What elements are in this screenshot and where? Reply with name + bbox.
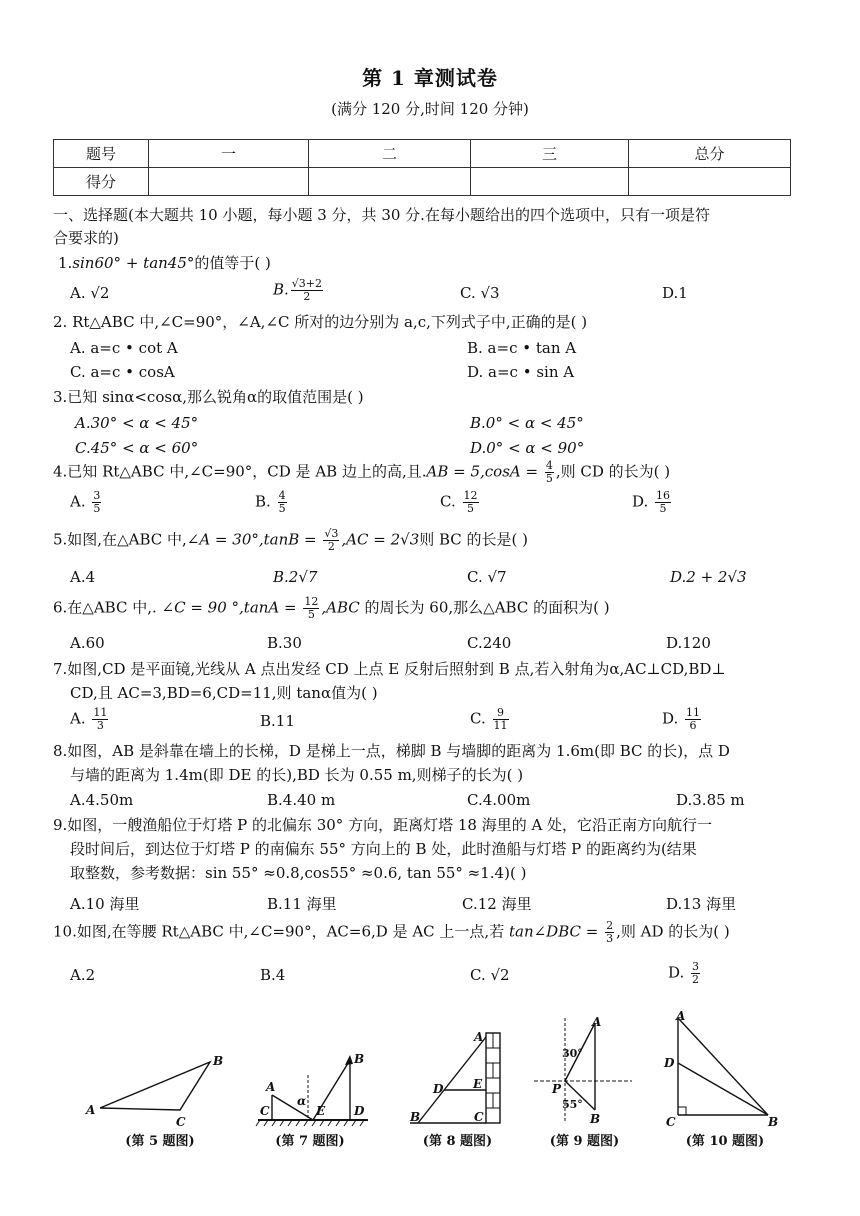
right-angle-mark <box>678 1107 686 1115</box>
q2-option-a: A. a=c • cot A <box>70 339 178 357</box>
q9-stem-line3: 取整数，参考数据：sin 55° ≈0.8,cos55° ≈0.6, tan 55° ≈1.4)( ) <box>70 864 527 882</box>
score-header-cell: 一 <box>149 140 309 168</box>
figure-label: C <box>176 1115 186 1129</box>
q9-option-d: D.13 海里 <box>666 895 737 913</box>
q8-option-d: D.3.85 m <box>676 791 745 809</box>
q5-stem-tail: 则 BC 的长是( ) <box>419 530 529 549</box>
fraction-denominator: 2 <box>327 540 335 553</box>
q2-stem: 2. Rt△ABC 中,∠C=90°，∠A,∠C 所对的边分别为 a,c,下列式子中,正确的是( ) <box>53 313 588 331</box>
q7-option-d <box>662 707 703 732</box>
figure-7-drawing <box>250 1025 370 1140</box>
q4-option-d <box>632 490 673 515</box>
fraction-numerator: 11 <box>93 706 108 719</box>
option-fraction <box>92 707 108 732</box>
q6-stem-tail: 的周长为 60,那么△ABC 的面积为( ) <box>359 598 610 617</box>
q8-option-c: C.4.00m <box>467 791 531 809</box>
figure-label: C <box>260 1104 270 1118</box>
figure-label: B <box>410 1110 421 1124</box>
q5-stem <box>53 528 528 553</box>
q7-option-c <box>470 707 511 732</box>
fraction-numerator: 12 <box>304 595 319 608</box>
figure-8-caption: (第 8 题图) <box>422 1134 493 1149</box>
figure-label: 30° <box>562 1047 583 1060</box>
figure-label: 55° <box>562 1098 583 1111</box>
q10-stem-pre: 10.如图,在等腰 Rt△ABC 中,∠C=90°，AC=6,D 是 AC 上一点,若 <box>53 922 509 941</box>
figure-label: α <box>297 1094 307 1108</box>
figure-label: B <box>354 1052 365 1066</box>
option-letter: C. <box>440 492 456 511</box>
fraction-numerator: 3 <box>93 489 101 502</box>
score-row-label: 得分 <box>54 168 149 196</box>
q6-expression-2: ,ABC <box>321 598 360 617</box>
option-fraction <box>691 961 700 986</box>
option-letter: D. <box>632 492 649 511</box>
figure-10 <box>660 1010 790 1160</box>
q10-option-b: B.4 <box>260 966 286 984</box>
figure-label: E <box>473 1077 483 1091</box>
figure-label: D <box>354 1104 365 1118</box>
q5-option-d: D.2 + 2√3 <box>670 568 747 586</box>
option-fraction <box>278 490 287 515</box>
q5-expression-2: ,AC = 2√3 <box>341 530 420 549</box>
score-header-cell: 二 <box>309 140 471 168</box>
figure-10-caption: (第 10 题图) <box>685 1134 765 1149</box>
option-letter: B. <box>255 492 271 511</box>
q1-stem <box>58 253 271 273</box>
q1-option-b <box>273 278 325 303</box>
q6-option-c: C.240 <box>467 634 512 652</box>
fraction-numerator: 16 <box>656 489 671 502</box>
q7-option-b: B.11 <box>260 712 295 730</box>
figure-label: A <box>474 1030 484 1044</box>
q6-expression-1: ∠C = 90 °,tanA = <box>161 598 302 617</box>
figure-5-caption: (第 5 题图) <box>125 1134 195 1149</box>
figure-label: A <box>86 1103 96 1117</box>
q4-fraction <box>545 460 554 485</box>
ray-ae <box>272 1095 313 1120</box>
q1-option-b-letter: B. <box>273 280 289 299</box>
figure-label: B <box>590 1112 601 1126</box>
score-cell <box>629 168 791 196</box>
option-letter: A. <box>70 709 86 728</box>
figure-label: C <box>474 1110 484 1124</box>
q6-option-a: A.60 <box>70 634 105 652</box>
section1-heading-line2: 合要求的) <box>53 229 119 247</box>
wall-bricks <box>486 1033 500 1108</box>
fraction-denominator: 3 <box>606 932 614 945</box>
segment-db <box>678 1063 768 1115</box>
figure-label: D <box>664 1056 675 1070</box>
fraction-denominator: 6 <box>689 719 697 732</box>
q6-stem-pre: 6.在△ABC 中,. <box>53 598 162 617</box>
score-cell <box>149 168 309 196</box>
figure-label: E <box>316 1104 326 1118</box>
q8-stem-line1: 8.如图，AB 是斜靠在墙上的长梯，D 是梯上一点，梯脚 B 与墙脚的距离为 1.6m(即 BC 的长)，点 D <box>53 742 730 760</box>
figure-7 <box>250 1025 370 1160</box>
q4-stem-pre: 4.已知 Rt△ABC 中,∠C=90°，CD 是 AB 边上的高,且. <box>53 462 427 481</box>
score-cell <box>309 168 471 196</box>
q10-option-c: C. √2 <box>470 966 510 984</box>
fraction-numerator: 2 <box>606 919 614 932</box>
q5-option-c: C. √7 <box>467 568 507 586</box>
q3-stem: 3.已知 sinα<cosα,那么锐角α的取值范围是( ) <box>53 388 364 406</box>
option-fraction <box>493 707 509 732</box>
score-header-cell: 题号 <box>54 140 149 168</box>
q10-stem <box>53 920 730 945</box>
figure-label: P <box>552 1082 562 1096</box>
q5-fraction <box>323 528 339 553</box>
figure-8 <box>400 1025 515 1160</box>
fraction-denominator: 2 <box>692 973 700 986</box>
q9-option-b: B.11 海里 <box>267 895 337 913</box>
q1-option-b-fraction <box>291 278 323 303</box>
fraction-denominator: 5 <box>93 502 101 515</box>
q9-stem-line1: 9.如图，一艘渔船位于灯塔 P 的北偏东 30° 方向，距离灯塔 18 海里的 A 处，它沿正南方向航行一 <box>53 816 713 834</box>
score-table-score-row <box>54 168 791 196</box>
figure-label: A <box>676 1010 686 1023</box>
q4-stem-tail: ,则 CD 的长为( ) <box>555 462 671 481</box>
figure-label: B <box>213 1054 224 1068</box>
figure-label: A <box>592 1015 602 1029</box>
fraction-numerator: 4 <box>278 489 286 502</box>
q6-option-b: B.30 <box>267 634 302 652</box>
option-letter: C. <box>470 709 486 728</box>
fraction-denominator: 5 <box>307 608 315 621</box>
score-header-cell: 总分 <box>629 140 791 168</box>
q4-option-b <box>255 490 289 515</box>
q4-expression: AB = 5,cosA = <box>426 462 543 481</box>
q10-expression: tan∠DBC = <box>508 922 604 941</box>
figure-9-caption: (第 9 题图) <box>549 1134 620 1149</box>
figure-9-drawing <box>532 1013 637 1130</box>
q4-option-c <box>440 490 481 515</box>
fraction-numerator: √3+2 <box>291 277 323 290</box>
figure-9 <box>532 1013 637 1160</box>
q7-option-a <box>70 707 110 732</box>
score-header-cell: 三 <box>471 140 629 168</box>
segment-ab <box>678 1018 768 1115</box>
q1-option-c: C. √3 <box>460 284 500 302</box>
q9-option-c: C.12 海里 <box>462 895 532 913</box>
fraction-numerator: √3 <box>324 527 339 540</box>
fraction-numerator: 12 <box>463 489 478 502</box>
q1-stem-tail: 的值等于( ) <box>194 254 271 272</box>
q2-option-c: C. a=c • cosA <box>70 363 175 381</box>
q8-option-b: B.4.40 m <box>267 791 336 809</box>
score-table <box>53 139 791 196</box>
arrow-head <box>345 1055 353 1065</box>
fraction-numerator: 3 <box>692 960 700 973</box>
section1-heading-line1: 一、选择题(本大题共 10 小题，每小题 3 分，共 30 分.在每小题给出的四个选项中，只有一项是符 <box>53 206 710 224</box>
figure-label: B <box>768 1115 779 1129</box>
q3-option-b: B.0° < α < 45° <box>470 414 584 432</box>
q8-stem-line2: 与墙的距离为 1.4m(即 DE 的长),BD 长为 0.55 m,则梯子的长为( ) <box>70 766 524 784</box>
page-title: 第 1 章测试卷 <box>362 66 498 90</box>
q9-option-a: A.10 海里 <box>70 895 140 913</box>
fraction-denominator: 2 <box>303 290 311 303</box>
fraction-denominator: 5 <box>278 502 286 515</box>
option-letter: D. <box>662 709 679 728</box>
q10-option-a: A.2 <box>70 966 96 984</box>
q10-fraction <box>605 920 614 945</box>
q10-stem-tail: ,则 AD 的长为( ) <box>616 922 730 941</box>
fraction-numerator: 9 <box>493 707 509 720</box>
q7-stem-line1: 7.如图,CD 是平面镜,光线从 A 点出发经 CD 上点 E 反射后照射到 B 点,若入射角为α,AC⊥CD,BD⊥ <box>53 660 726 678</box>
option-fraction <box>655 490 671 515</box>
figure-label: D <box>433 1082 444 1096</box>
option-fraction <box>463 490 479 515</box>
option-letter: D. <box>668 963 685 982</box>
q1-option-a: A. √2 <box>70 284 110 302</box>
figure-5 <box>80 1050 240 1160</box>
q4-option-a <box>70 490 103 515</box>
q5-expression-1: ∠A = 30°,tanB = <box>186 530 322 549</box>
q5-option-b: B.2√7 <box>273 568 318 586</box>
score-cell <box>471 168 629 196</box>
q9-stem-line2: 段时间后，到达位于灯塔 P 的南偏东 55° 方向上的 B 处，此时渔船与灯塔 P 的距离约为(结果 <box>70 840 697 858</box>
figure-8-drawing <box>400 1025 515 1130</box>
q2-option-d: D. a=c • sin A <box>467 363 575 381</box>
q3-option-d: D.0° < α < 90° <box>470 439 585 457</box>
q7-stem-line2: CD,且 AC=3,BD=6,CD=11,则 tanα值为( ) <box>70 684 378 702</box>
q6-stem <box>53 596 610 621</box>
q6-option-d: D.120 <box>666 634 711 652</box>
figure-label: A <box>266 1080 276 1094</box>
page-subtitle: (满分 120 分,时间 120 分钟) <box>331 100 529 118</box>
q10-option-d <box>668 961 702 986</box>
fraction-denominator: 5 <box>467 502 474 515</box>
triangle-abc <box>100 1062 210 1110</box>
fraction-numerator: 11 <box>686 706 701 719</box>
score-table-header-row <box>54 140 791 168</box>
q5-option-a: A.4 <box>70 568 96 586</box>
fraction-numerator: 4 <box>545 459 553 472</box>
q1-number: 1. <box>58 254 73 272</box>
q3-option-a: A.30° < α < 45° <box>75 414 199 432</box>
fraction-denominator: 5 <box>659 502 667 515</box>
figure-7-caption: (第 7 题图) <box>275 1134 345 1149</box>
q8-option-a: A.4.50m <box>70 791 134 809</box>
option-fraction <box>92 490 101 515</box>
figure-label: C <box>666 1115 676 1129</box>
q5-stem-pre: 5.如图,在△ABC 中, <box>53 530 187 549</box>
q1-option-d: D.1 <box>662 284 688 302</box>
fraction-denominator: 11 <box>493 719 508 732</box>
fraction-denominator: 3 <box>96 719 104 732</box>
q6-fraction <box>303 596 319 621</box>
figure-10-drawing <box>660 1010 790 1130</box>
q3-option-c: C.45° < α < 60° <box>75 439 199 457</box>
fraction-denominator: 5 <box>545 472 553 485</box>
q2-option-b: B. a=c • tan A <box>467 339 577 357</box>
option-letter: A. <box>70 492 86 511</box>
q4-stem <box>53 460 670 485</box>
q1-expression: sin60° + tan45° <box>72 254 195 272</box>
option-fraction <box>685 707 701 732</box>
